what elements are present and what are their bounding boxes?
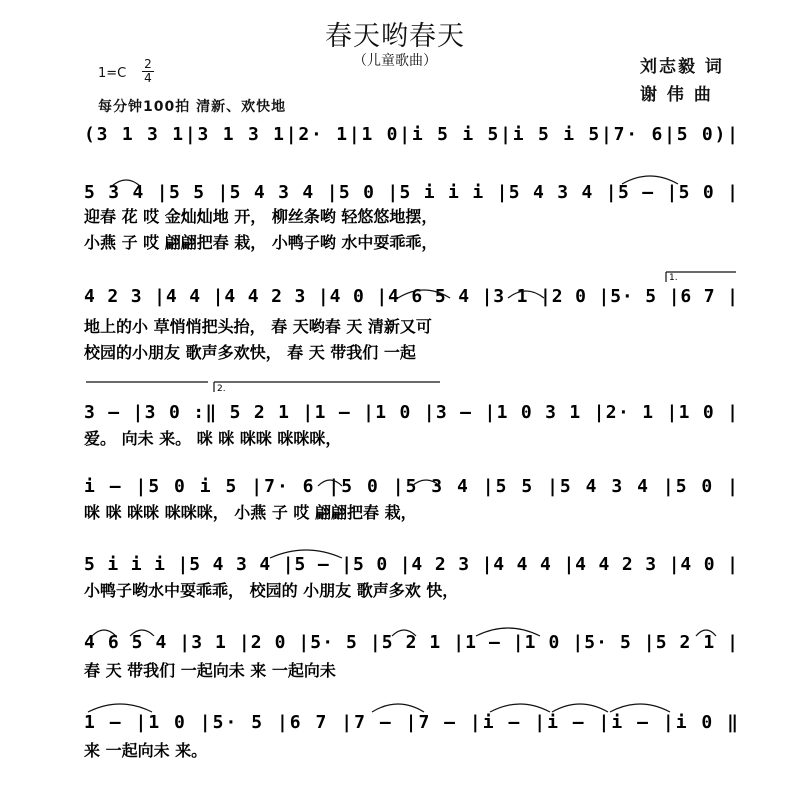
- notes-line: 4 6 5 4 |3 1 |2 0 |5· 5 |5 2 1 |1 – |1 0 |5· 5 |5 2 1 |: [84, 632, 738, 653]
- tie: [552, 704, 608, 712]
- tie: [610, 704, 670, 712]
- notes-line: 5 i i i |5 4 3 4 |5 – |5 0 |4 2 3 |4 4 4 |4 4 2 3 |4 0 |: [84, 554, 738, 575]
- lyrics-line: 校园的小朋友 歌声多欢快， 春 天 带我们 一起: [84, 343, 416, 362]
- tie: [490, 704, 550, 712]
- score-row: [84, 476, 738, 523]
- time-signature-denominator: 4: [144, 71, 152, 85]
- lyrics-line: 春 天 带我们 一起向未 来 一起向未: [84, 661, 336, 680]
- song-subtitle: （儿童歌曲）: [353, 53, 437, 69]
- lyrics-line: 迎春 花 哎 金灿灿地 开， 柳丝条哟 轻悠悠地摆，: [84, 207, 438, 226]
- volta-1-label: 1.: [669, 273, 678, 283]
- notes-line: 3 – |3 0 :‖ 5 2 1 |1 – |1 0 |3 – |1 0 3 1 |2· 1 |1 0 |: [84, 402, 738, 423]
- score-row: [84, 712, 738, 760]
- lyrics-line: 小燕 子 哎 翩翩把春 栽， 小鸭子哟 水中耍乖乖，: [84, 233, 438, 252]
- score-row: [84, 402, 738, 449]
- lyrics-line: 小鸭子哟水中耍乖乖， 校园的 小朋友 歌声多欢 快，: [84, 581, 459, 600]
- composer-credit: 谢 伟 曲: [640, 85, 713, 105]
- tie: [372, 704, 424, 712]
- score-row: [84, 554, 738, 601]
- key-signature: 1=C: [98, 66, 127, 81]
- lyrics-line: 来 一起向未 来。: [84, 741, 208, 760]
- score-row: [84, 124, 738, 146]
- lyrics-line: 咪 咪 咪咪 咪咪咪， 小燕 子 哎 翩翩把春 栽，: [84, 503, 417, 522]
- song-title: 春天哟春天: [325, 21, 465, 52]
- score-row: [83, 286, 738, 363]
- notes-line: (3 1 3 1|3 1 3 1|2· 1|1 0|i 5 i 5|i 5 i 5|7· 6|5 0)|: [84, 124, 739, 145]
- tempo-marking: 每分钟100拍 清新、欢快地: [98, 99, 287, 115]
- notes-line: i – |5 0 i 5 |7· 6 |5 0 |5 3 4 |5 5 |5 4 3 4 |5 0 |: [84, 476, 739, 497]
- score-row: [84, 632, 738, 680]
- notes-line: 4 2 3 |4 4 |4 4 2 3 |4 0 |4 6 5 4 |3 1 |2 0 |5· 5 |6 7 |: [84, 286, 738, 307]
- notes-line: 5 3 4 |5 5 |5 4 3 4 |5 0 |5 i i i |5 4 3 4 |5 – |5 0 |: [84, 182, 738, 203]
- tie: [88, 704, 152, 712]
- lyricist-credit: 刘志毅 词: [640, 57, 724, 77]
- time-signature-numerator: 2: [144, 57, 152, 71]
- notes-line: 1 – |1 0 |5· 5 |6 7 |7 – |7 – |i – |i – |i – |i 0 ‖: [84, 712, 739, 733]
- score-row: [83, 182, 738, 253]
- volta-2-label: 2.: [217, 384, 226, 394]
- lyrics-line: 爱。 向未 来。 咪 咪 咪咪 咪咪咪，: [84, 429, 342, 448]
- lyrics-line: 地上的小 草悄悄把头抬， 春 天哟春 天 清新又可: [84, 317, 432, 336]
